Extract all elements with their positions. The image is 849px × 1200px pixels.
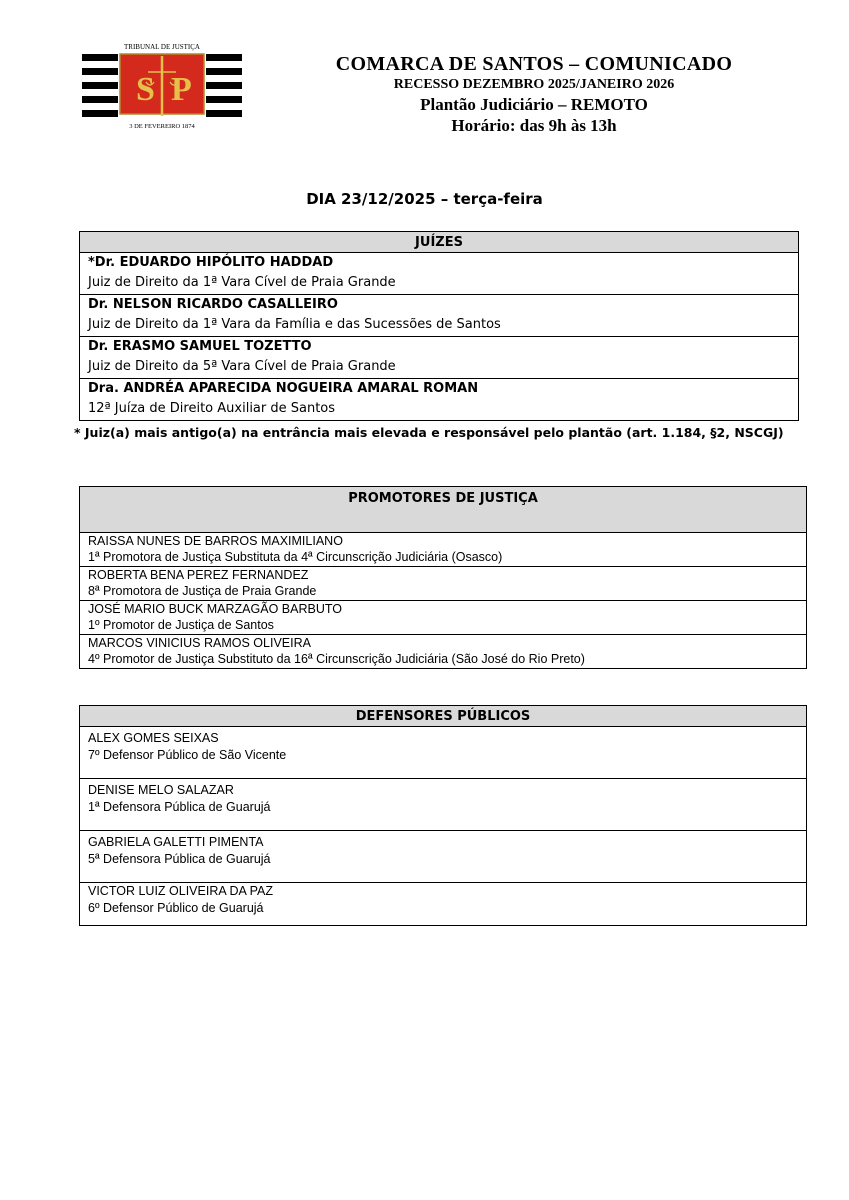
- document-header: [300, 52, 768, 136]
- prosecutors-header: PROMOTORES DE JUSTIÇA: [80, 487, 807, 533]
- prosecutor-name: JOSÉ MARIO BUCK MARZAGÃO BARBUTO: [88, 602, 342, 616]
- defender-row: [80, 779, 807, 831]
- defender-row: [80, 831, 807, 883]
- judges-table: [79, 231, 799, 421]
- header-horario: Horário: das 9h às 13h: [451, 116, 617, 135]
- judge-name: Dra. ANDRÉA APARECIDA NOGUEIRA AMARAL ROMAN: [88, 381, 479, 396]
- judge-name: Dr. ERASMO SAMUEL TOZETTO: [88, 339, 312, 354]
- defenders-header: DEFENSORES PÚBLICOS: [80, 706, 807, 727]
- prosecutors-table: [79, 486, 807, 669]
- judge-role: Juiz de Direito da 5ª Vara Cível de Praia Grande: [88, 359, 396, 374]
- defenders-table: [79, 705, 807, 926]
- defender-row: [80, 727, 807, 779]
- prosecutor-name: MARCOS VINICIUS RAMOS OLIVEIRA: [88, 636, 311, 650]
- seal-bottom-text: 3 DE FEVEREIRO 1874: [129, 123, 195, 130]
- seal-letter-p: P: [171, 71, 192, 108]
- defender-role: 6º Defensor Público de Guarujá: [88, 901, 264, 915]
- judge-name: Dr. NELSON RICARDO CASALLEIRO: [88, 297, 338, 312]
- judge-row: [80, 337, 799, 379]
- judges-footnote: * Juiz(a) mais antigo(a) na entrância mais elevada e responsável pelo plantão (art. 1.184, §2, NSCGJ): [74, 425, 784, 440]
- defender-name: DENISE MELO SALAZAR: [88, 783, 234, 797]
- prosecutor-name: RAISSA NUNES DE BARROS MAXIMILIANO: [88, 534, 343, 548]
- seal-letter-s: S: [136, 71, 155, 108]
- defender-role: 7º Defensor Público de São Vicente: [88, 748, 287, 762]
- prosecutor-row: [80, 533, 807, 567]
- judge-row: [80, 379, 799, 421]
- prosecutor-name: ROBERTA BENA PEREZ FERNANDEZ: [88, 568, 309, 582]
- judge-role: Juiz de Direito da 1ª Vara da Família e das Sucessões de Santos: [88, 317, 501, 332]
- judge-row: [80, 253, 799, 295]
- prosecutor-row: [80, 635, 807, 669]
- header-title: COMARCA DE SANTOS – COMUNICADO: [335, 53, 733, 75]
- day-heading: DIA 23/12/2025 – terça-feira: [306, 190, 543, 208]
- judge-row: [80, 295, 799, 337]
- header-subtitle: RECESSO DEZEMBRO 2025/JANEIRO 2026: [393, 77, 675, 92]
- prosecutor-role: 1ª Promotora de Justiça Substituta da 4ª Circunscrição Judiciária (Osasco): [88, 550, 503, 564]
- seal-top-text: TRIBUNAL DE JUSTIÇA: [124, 43, 200, 51]
- prosecutor-role: 8ª Promotora de Justiça de Praia Grande: [88, 584, 317, 598]
- prosecutor-role: 4º Promotor de Justiça Substituto da 16ª Circunscrição Judiciária (São José do Rio Preto): [88, 652, 585, 666]
- header-plantao: Plantão Judiciário – REMOTO: [420, 95, 648, 114]
- judge-role: 12ª Juíza de Direito Auxiliar de Santos: [88, 401, 336, 416]
- defender-role: 1ª Defensora Pública de Guarujá: [88, 800, 271, 814]
- judge-role: Juiz de Direito da 1ª Vara Cível de Praia Grande: [88, 275, 396, 290]
- prosecutor-row: [80, 567, 807, 601]
- defender-name: ALEX GOMES SEIXAS: [88, 731, 219, 745]
- defender-role: 5ª Defensora Pública de Guarujá: [88, 852, 271, 866]
- defender-name: GABRIELA GALETTI PIMENTA: [88, 835, 264, 849]
- defender-name: VICTOR LUIZ OLIVEIRA DA PAZ: [88, 884, 274, 898]
- prosecutor-role: 1º Promotor de Justiça de Santos: [88, 618, 274, 632]
- tribunal-seal-logo: [82, 42, 242, 130]
- defender-row: [80, 883, 807, 926]
- judge-name: *Dr. EDUARDO HIPÓLITO HADDAD: [88, 255, 334, 270]
- prosecutor-row: [80, 601, 807, 635]
- judges-header: JUÍZES: [80, 232, 799, 253]
